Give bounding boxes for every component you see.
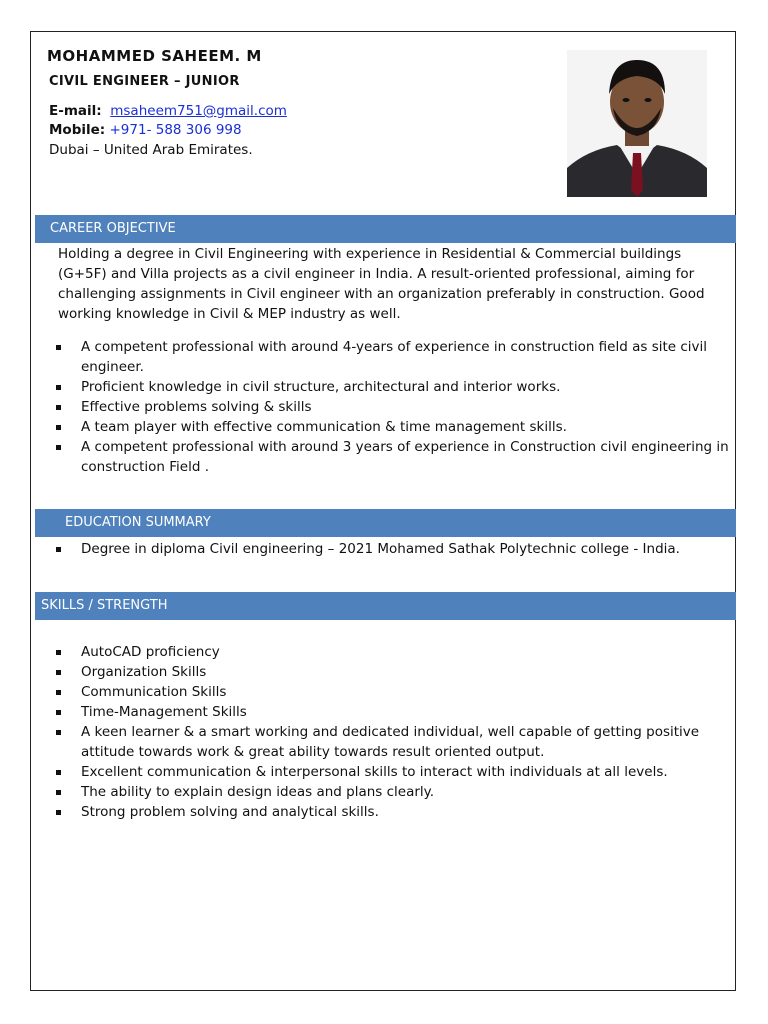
- list-item: A competent professional with around 3 years of experience in Construction civil engineering in construction Field .: [56, 437, 736, 477]
- career-objective-header: CAREER OBJECTIVE: [35, 215, 736, 243]
- location-line: Dubai – United Arab Emirates.: [49, 142, 253, 158]
- candidate-name: MOHAMMED SAHEEM. M: [47, 47, 262, 65]
- list-item: A keen learner & a smart working and dedicated individual, well capable of getting positive attitude towards work & great ability towards result oriented output.: [56, 722, 736, 762]
- list-item: Excellent communication & interpersonal skills to interact with individuals at all levels.: [56, 762, 736, 782]
- career-objective-text: Holding a degree in Civil Engineering with experience in Residential & Commercial buildings (G+5F) and Villa projects as a civil engineer in India. A result-oriented professional, aiming for challenging assignments in Civil engineer with an organization preferably in construction. Good working knowledge in Civil & MEP industry as well.: [58, 246, 705, 322]
- list-item: The ability to explain design ideas and plans clearly.: [56, 782, 736, 802]
- profile-photo: [567, 50, 707, 197]
- list-item: AutoCAD proficiency: [56, 642, 736, 662]
- career-objective-list: [56, 337, 736, 477]
- skills-list: [56, 642, 736, 822]
- list-item: Organization Skills: [56, 662, 736, 682]
- job-title: CIVIL ENGINEER – JUNIOR: [49, 74, 240, 89]
- email-link[interactable]: msaheem751@gmail.com: [110, 103, 287, 119]
- education-summary-header: EDUCATION SUMMARY: [35, 509, 736, 537]
- list-item: Proficient knowledge in civil structure, architectural and interior works.: [56, 377, 736, 397]
- list-item: Effective problems solving & skills: [56, 397, 736, 417]
- list-item: A team player with effective communication & time management skills.: [56, 417, 736, 437]
- skills-strength-header: SKILLS / STRENGTH: [35, 592, 736, 620]
- list-item: Degree in diploma Civil engineering – 2021 Mohamed Sathak Polytechnic college - India.: [56, 539, 736, 559]
- list-item: A competent professional with around 4-years of experience in construction field as site civil engineer.: [56, 337, 736, 377]
- list-item: Time-Management Skills: [56, 702, 736, 722]
- mobile-label: Mobile:: [49, 122, 106, 138]
- list-item: Communication Skills: [56, 682, 736, 702]
- list-item: Strong problem solving and analytical skills.: [56, 802, 736, 822]
- mobile-number: +971- 588 306 998: [109, 122, 242, 138]
- mobile-line: [49, 121, 242, 140]
- education-list: [56, 539, 736, 559]
- email-line: [49, 102, 287, 121]
- email-label: E-mail:: [49, 103, 102, 119]
